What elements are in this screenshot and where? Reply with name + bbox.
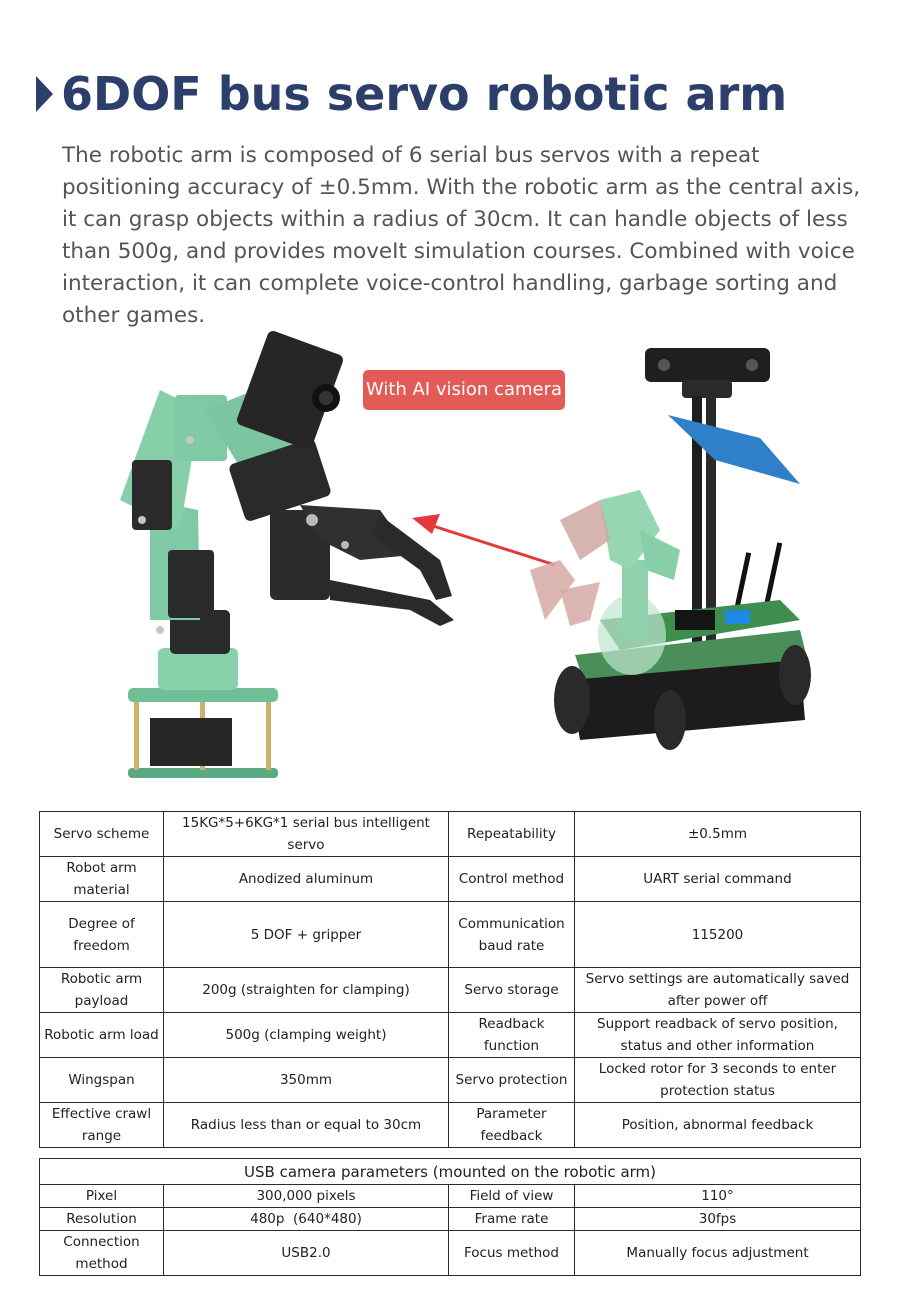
page-title-block <box>36 62 787 126</box>
spec-value: Anodized aluminum <box>164 857 449 902</box>
spec-label: Robotic arm payload <box>40 968 164 1013</box>
spec-value: Support readback of servo position, status and other information <box>575 1013 861 1058</box>
spec-label: Wingspan <box>40 1058 164 1103</box>
spec-label: Field of view <box>449 1185 575 1208</box>
spec-label: Connection method <box>40 1231 164 1276</box>
spec-label: Control method <box>449 857 575 902</box>
spec-value: 350mm <box>164 1058 449 1103</box>
spec-label: Pixel <box>40 1185 164 1208</box>
spec-value: USB2.0 <box>164 1231 449 1276</box>
spec-value: UART serial command <box>575 857 861 902</box>
ai-camera-callout: With AI vision camera <box>363 370 565 410</box>
spec-value: ±0.5mm <box>575 812 861 857</box>
spec-label: Servo scheme <box>40 812 164 857</box>
spec-value: 30fps <box>575 1208 861 1231</box>
spec-value: 300,000 pixels <box>164 1185 449 1208</box>
spec-label: Effective crawl range <box>40 1103 164 1148</box>
spec-value: 110° <box>575 1185 861 1208</box>
spec-label: Resolution <box>40 1208 164 1231</box>
spec-value: Position, abnormal feedback <box>575 1103 861 1148</box>
spec-label: Servo protection <box>449 1058 575 1103</box>
spec-value: 15KG*5+6KG*1 serial bus intelligent servo <box>164 812 449 857</box>
spec-value: Locked rotor for 3 seconds to enter protection status <box>575 1058 861 1103</box>
camera-table-title: USB camera parameters (mounted on the robotic arm) <box>40 1159 861 1185</box>
table-row <box>40 857 861 902</box>
table-row <box>40 1103 861 1148</box>
table-row <box>40 1185 861 1208</box>
spec-label: Servo storage <box>449 968 575 1013</box>
title-marker-icon <box>36 76 53 112</box>
table-row <box>40 902 861 968</box>
spec-value: Manually focus adjustment <box>575 1231 861 1276</box>
spec-label: Robot arm material <box>40 857 164 902</box>
table-row <box>40 1013 861 1058</box>
spec-label: Repeatability <box>449 812 575 857</box>
page-title: 6DOF bus servo robotic arm <box>61 67 788 121</box>
table-row <box>40 1058 861 1103</box>
table-row <box>40 1208 861 1231</box>
mobile-robot <box>530 348 811 750</box>
description-paragraph: The robotic arm is composed of 6 serial bus servos with a repeat positioning accuracy of ±0.5mm. With the robotic arm as the central axis, it can grasp objects within a radius of 30cm. It can handle objects of less than 500g, and provides moveIt simulation courses. Combined with voice interaction, it can complete voice-control handling, garbage sorting and other games. <box>62 143 861 328</box>
table-header-row <box>40 1159 861 1185</box>
spec-value: 500g (clamping weight) <box>164 1013 449 1058</box>
product-figure <box>0 320 900 800</box>
spec-label: Degree of freedom <box>40 902 164 968</box>
spec-label: Robotic arm load <box>40 1013 164 1058</box>
table-row <box>40 1231 861 1276</box>
spec-table <box>39 811 861 1148</box>
table-row <box>40 968 861 1013</box>
spec-value: 200g (straighten for clamping) <box>164 968 449 1013</box>
spec-label: Readback function <box>449 1013 575 1058</box>
spec-value: Radius less than or equal to 30cm <box>164 1103 449 1148</box>
spec-value: 5 DOF + gripper <box>164 902 449 968</box>
spec-label: Parameter feedback <box>449 1103 575 1148</box>
spec-value: 480p (640*480) <box>164 1208 449 1231</box>
spec-label: Focus method <box>449 1231 575 1276</box>
spec-label: Frame rate <box>449 1208 575 1231</box>
spec-value: Servo settings are automatically saved after power off <box>575 968 861 1013</box>
spec-label: Communication baud rate <box>449 902 575 968</box>
camera-spec-table <box>39 1158 861 1276</box>
spec-value: 115200 <box>575 902 861 968</box>
table-row <box>40 812 861 857</box>
